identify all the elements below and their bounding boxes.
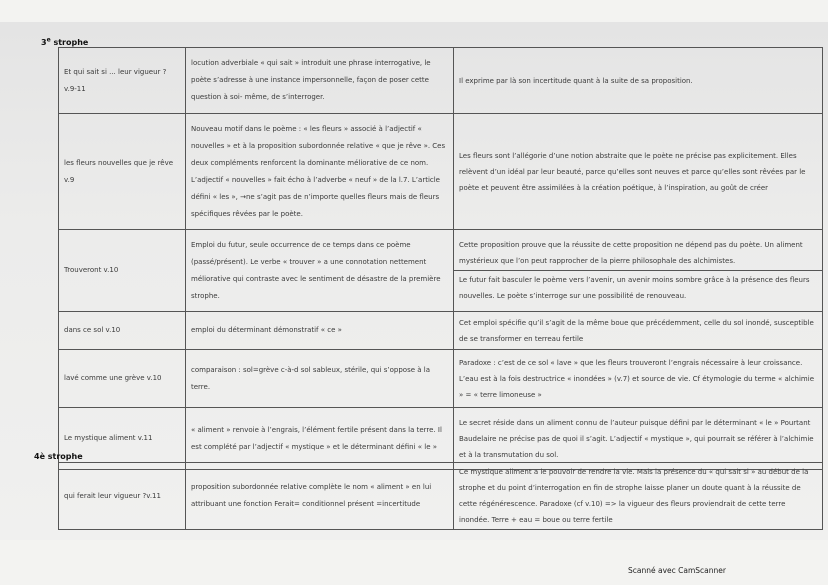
analysis-table-strophe-3: [58, 47, 823, 470]
table-row: [59, 48, 823, 114]
table-row: [59, 408, 823, 470]
procede-cell: « aliment » renvoie à l’engrais, l’élément fertile présent dans la terre. Il est complété par l’adjectif « mystique » et le déterminant défini « le »: [186, 408, 454, 470]
interpretation-cell: [454, 350, 823, 408]
citation-cell: Le mystique aliment v.11: [59, 408, 186, 470]
table-row: [59, 463, 823, 530]
citation-cell: Et qui sait si ... leur vigueur ? v.9-11: [59, 48, 186, 114]
interpretation-text: Les fleurs sont l’allégorie d’une notion abstraite que le poète ne précise pas explicitement. Elles relèvent d’un idéal par leur beauté, parce qu’elles sont neuves et parce qu’elles sont rêvées par le poète et peuvent être assimilées à la création poétique, à l’inspiration, au goût de créer: [459, 151, 806, 192]
interpretation-cell: [454, 48, 823, 114]
interpretation-text: Cet emploi spécifie qu’il s’agit de la même boue que précédemment, celle du sol inondé, susceptible de se transformer en terreau fertile: [459, 318, 814, 343]
section-heading-3-text: 3e strophe: [41, 36, 89, 47]
procede-cell: Emploi du futur, seule occurrence de ce temps dans ce poème (passé/présent). Le verbe « trouver » a une connotation nettement méliorative qui contraste avec le sentiment de désastre de la première strophe.: [186, 230, 454, 312]
section-heading-3: [41, 36, 88, 47]
interpretation-text: Le secret réside dans un aliment connu de l’auteur puisque défini par le déterminant « le » Pourtant Baudelaire ne précise pas de quoi il s’agit. L’adjectif « mystique », qui pourrait se référer à l’alchimie et à la transmutation du sol.: [459, 418, 814, 459]
citation-cell: Trouveront v.10: [59, 230, 186, 312]
interpretation-text: Il exprime par là son incertitude quant à la suite de sa proposition.: [459, 76, 693, 85]
scanned-page: [0, 22, 828, 540]
section-heading-4-text: 4è strophe: [34, 452, 83, 461]
table-row: [59, 230, 823, 312]
procede-cell: comparaison : sol=grève c-à-d sol sableux, stérile, qui s’oppose à la terre.: [186, 350, 454, 408]
interpretation-text: Paradoxe : c’est de ce sol « lave » que les fleurs trouveront l’engrais nécessaire à leur croissance. L’eau est à la fois destructrice « inondées » (v.7) et source de vie. Cf étymologie du terme « alchimie » = « terre limoneuse »: [459, 358, 814, 399]
procede-cell: proposition subordonnée relative complète le nom « aliment » en lui attribuant une fonction Ferait= conditionnel présent =incertitude: [186, 463, 454, 530]
table-row: [59, 350, 823, 408]
citation-cell: les fleurs nouvelles que je rêve v.9: [59, 114, 186, 230]
interpretation-cell: [454, 230, 823, 312]
procede-cell: Nouveau motif dans le poème : « les fleurs » associé à l’adjectif « nouvelles » et à la proposition subordonnée relative « que je rêve ». Ces deux compléments renforcent la dominante méliorative de ce nom. L’adjectif « nouvelles » fait écho à l’adverbe « neuf » de la l.7. L’article défini « les », →ne s’agit pas de n’importe quelles fleurs mais de fleurs spécifiques rêvées par le poète.: [186, 114, 454, 230]
interpretation-text: Le futur fait basculer le poème vers l’avenir, un avenir moins sombre grâce à la présence des fleurs nouvelles. Le poète s’interroge sur une possibilité de renouveau.: [454, 270, 822, 305]
citation-cell: qui ferait leur vigueur ?v.11: [59, 463, 186, 530]
table-row: [59, 312, 823, 350]
interpretation-cell: [454, 463, 823, 530]
interpretation-text: Cette proposition prouve que la réussite de cette proposition ne dépend pas du poète. Un aliment mystérieux que l’on peut rapprocher de la pierre philosophale des alchimistes.: [459, 241, 803, 265]
citation-cell: lavé comme une grève v.10: [59, 350, 186, 408]
citation-cell: dans ce sol v.10: [59, 312, 186, 350]
interpretation-cell: [454, 114, 823, 230]
procede-cell: emploi du déterminant démonstratif « ce »: [186, 312, 454, 350]
procede-cell: locution adverbiale « qui sait » introduit une phrase interrogative, le poète s’adresse à une instance impersonnelle, façon de poser cette question à soi- même, de s’interroger.: [186, 48, 454, 114]
table-row: [59, 114, 823, 230]
analysis-table-strophe-4: [58, 462, 823, 530]
interpretation-cell: [454, 312, 823, 350]
interpretation-cell: [454, 408, 823, 470]
scanner-watermark: Scanné avec CamScanner: [628, 566, 726, 575]
section-heading-4: [34, 452, 83, 461]
interpretation-text: Ce mystique aliment a le pouvoir de rendre la vie. Mais la présence du « qui sait si » au début de la strophe et du point d’interrogation en fin de strophe laisse planer un doute quant à la réussite de cette régénérescence. Paradoxe (cf v.10) => la vigueur des fleurs proviendrait de cette terre inondée. Terre + eau = boue ou terre fertile: [459, 468, 809, 524]
